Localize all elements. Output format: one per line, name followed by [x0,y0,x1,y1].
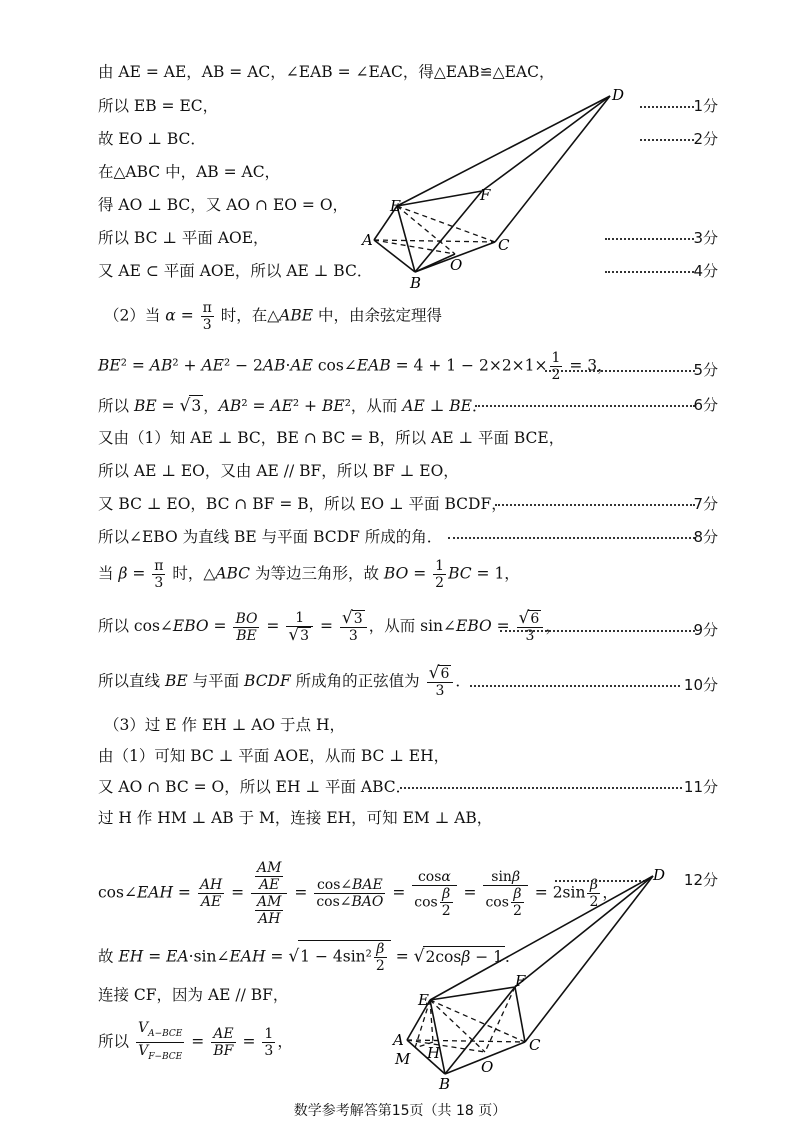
dot-leader [448,537,695,539]
compound-fraction: $\frac{\frac{AM}{AE}}{\frac{AM}{AH}}$ [251,860,287,927]
geometry-figure-top [360,80,630,295]
proof-line-5: 得 AO ⊥ BC，又 AO ∩ EO = O， [98,196,349,214]
proof-line-13: 所以∠EBO 为直线 BE 与平面 BCDF 所成的角． [98,528,443,546]
score-2: 2分 [693,130,718,148]
score-8: 8分 [693,528,718,546]
fraction: $\frac{√6}{3}$ [517,610,544,644]
dot-leader [470,685,680,687]
score-1: 1分 [693,97,718,115]
fig-label-b: B [410,274,422,292]
proof-line-12: 又 BC ⊥ EO，BC ∩ BF = B，所以 EO ⊥ 平面 BCDF， [98,495,507,513]
fig2-label-e: E [418,991,429,1009]
fraction: $\frac{\pi}{3}$ [202,300,212,333]
fig2-label-b: B [439,1075,451,1092]
score-11: 11分 [683,778,718,796]
proof-line-17: （3）过 E 作 EH ⊥ AO 于点 H， [104,716,345,734]
fig2-label-c: C [529,1036,541,1054]
proof-line-19: 又 AO ∩ BC = O，所以 EH ⊥ 平面 ABC． [98,778,412,796]
fraction: cosα cos $\frac{\beta}{2}$ [412,869,456,919]
fraction: $\frac{AE}{BF}$ [213,1025,234,1059]
score-4: 4分 [693,262,718,280]
proof-line-eh: 故 EH = EA·sin∠EAH = √1 − 4sin² $\frac{\beta}{2}$ = √2cosβ − 1 ． [98,941,521,974]
proof-line-23: 连接 CF，因为 AE // BF， [98,986,289,1004]
score-10: 10分 [683,676,718,694]
dot-leader [400,787,682,789]
proof-line-7: 又 AE ⊂ 平面 AOE，所以 AE ⊥ BC． [98,262,373,280]
proof-line-volume: 所以 $\frac{V_{A-BCE}}{V_{F-BCE}}$ = $\frac{AE}{BF}$ = $\frac{1}{3}$ ， [98,1020,293,1065]
fraction: $\frac{√3}{3}$ [340,610,367,644]
score-3: 3分 [693,229,718,247]
score-12: 12分 [683,871,718,889]
proof-line-4: 在△ABC 中，AB = AC， [98,163,281,181]
fraction: $\frac{1}{√3}$ [286,610,313,644]
proof-line-cos-ebo: 所以 cos∠EBO = $\frac{BO}{BE}$ = $\frac{1}{√3}$ = $\frac{√3}{3}$ ，从而 sin∠EBO = $\frac{√6}{3}$ ， [98,608,561,645]
fig-label-c: C [498,236,510,254]
fig2-label-h: H [427,1044,441,1062]
fraction: sinβ cos $\frac{\beta}{2}$ [483,869,527,919]
proof-line-beta: 当 β = $\frac{\pi}{3}$ 时，△ABC 为等边三角形，故 BO = $\frac{1}{2}$ BC = 1， [98,558,520,591]
fig-label-a: A [362,231,373,249]
proof-line-20: 过 H 作 HM ⊥ AB 于 M，连接 EH，可知 EM ⊥ AB， [98,809,493,827]
dot-leader [495,504,695,506]
proof-line-10: 又由（1）知 AE ⊥ BC，BE ∩ BC = B，所以 AE ⊥ 平面 BCE， [98,429,565,447]
part2-intro: （2）当 α = $\frac{\pi}{3}$ 时，在△ABE 中，由余弦定理得 [104,300,443,333]
fig2-label-m: M [395,1050,411,1068]
fraction: $\frac{AH}{AE}$ [199,877,223,910]
fraction: $\frac{1}{2}$ [551,350,561,383]
proof-line-sine: 所以直线 BE 与平面 BCDF 所成角的正弦值为 $\frac{√6}{3}$ ． [98,663,471,699]
dot-leader [640,106,694,108]
fig2-label-f: F [515,972,526,990]
proof-line-be: 所以 BE = √3 ，AB² = AE² + BE²，从而 AE ⊥ BE． [98,396,488,416]
proof-line-1: 由 AE = AE，AB = AC，∠EAB = ∠EAC，得△EAB≌△EAC， [98,63,555,81]
proof-line-cos-eah: cos∠EAH = $\frac{AH}{AE}$ = $\frac{\frac{AM}{AE}}{\frac{AM}{AH}}$ = $\frac{\text{cos∠BAE}}{\text{cos∠BAO}}$ = cosα cos $\frac{\beta}{2}$ = sinβ cos $\frac{\beta}{2}$ = 2sin $\frac{\beta}{2}$ ， [98,860,618,927]
fig-label-o: O [450,256,463,274]
dot-leader [475,405,695,407]
fraction: $\frac{1}{2}$ [435,558,445,591]
fig2-label-o: O [481,1058,494,1076]
proof-line-6: 所以 BC ⊥ 平面 AOE， [98,229,269,247]
proof-line-18: 由（1）可知 BC ⊥ 平面 AOE，从而 BC ⊥ EH， [98,747,450,765]
cosine-law-line: BE² = AB² + AE² − 2AB·AE cos∠EAB = 4 + 1 − 2×2×1× $\frac{1}{2}$ = 3， [98,350,613,383]
dot-leader [640,139,694,141]
dot-leader [500,630,695,632]
dot-leader [545,370,695,372]
page-footer: 数学参考解答第15页（共 18 页） [293,1103,507,1119]
fraction: $\frac{\pi}{3}$ [154,558,164,591]
score-9: 9分 [693,621,718,639]
score-7: 7分 [693,495,718,513]
fig-label-f: F [480,186,491,204]
fig-label-e: E [390,197,401,215]
fraction: $\frac{BO}{BE}$ [235,610,258,644]
fraction: $\frac{√6}{3}$ [427,665,454,699]
proof-line-2: 所以 EB = EC， [98,97,219,115]
fig2-label-d: D [653,866,666,884]
proof-line-3: 故 EO ⊥ BC． [98,130,206,148]
geometry-figure-bottom [385,862,675,1092]
fraction: $\frac{V_{A-BCE}}{V_{F-BCE}}$ [137,1020,183,1062]
fig-label-d: D [612,86,625,104]
score-6: 6分 [693,396,718,414]
fig2-label-a: A [393,1031,404,1049]
fraction: $\frac{1}{3}$ [264,1025,274,1059]
score-5: 5分 [693,361,718,379]
proof-line-11: 所以 AE ⊥ EO，又由 AE // BF，所以 BF ⊥ EO， [98,462,459,480]
fraction: $\frac{\text{cos∠BAE}}{\text{cos∠BAO}}$ [316,877,384,910]
